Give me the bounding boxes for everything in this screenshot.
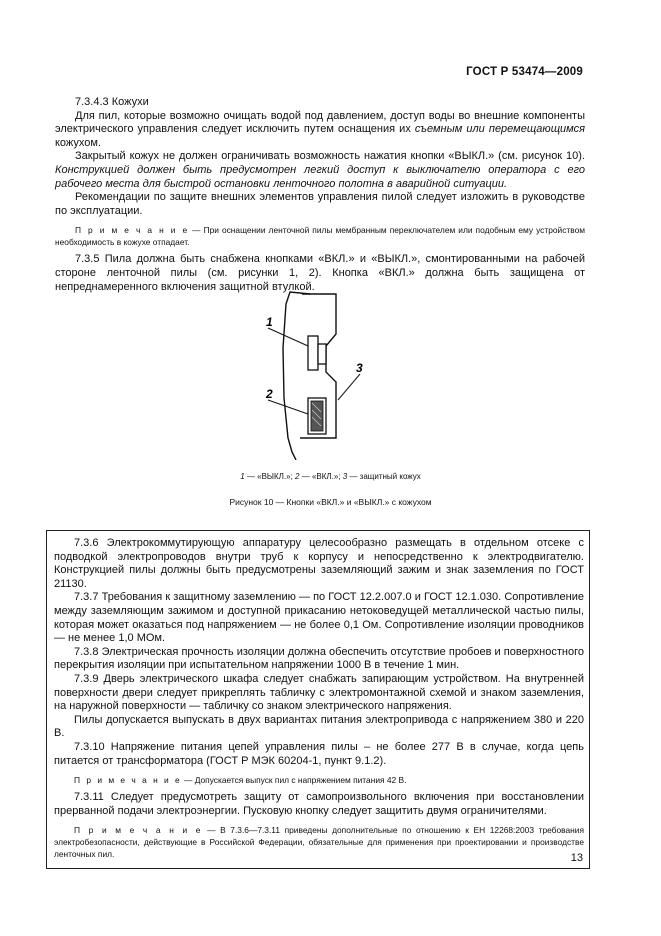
paragraph-7-3-11: 7.3.11 Следует предусмотреть защиту от самопроизвольного включения при восстановлении прерванной подачи электроэнергии. Пусковую кнопку следует защитить двумя ограничителями. [54, 791, 584, 817]
paragraph-7-3-9: 7.3.9 Дверь электрического шкафа следует снабжать запирающим устройством. На внутренней поверхности двери следует прикреплять табличку с электромонтажной схемой и знаком заземления, на наружной поверхности — табличку со знаком электрического напряжения. [54, 672, 584, 713]
paragraph-washing [55, 110, 585, 151]
note-membrane [55, 224, 585, 248]
boxed-national-requirements [46, 530, 590, 869]
paragraph-text: Закрытый кожух не должен ограничивать возможность нажатия кнопки «ВЫКЛ.» (см. рисунок 10). [75, 150, 585, 163]
figure-label-2: 2 [266, 387, 273, 401]
paragraph-text: кожухом. [55, 136, 102, 149]
paragraph-text: Для пил, которые возможно очищать водой под давлением, доступ воды во внешние компоненты электрического управления следует исключить путем оснащения их [55, 109, 585, 136]
paragraph-7-3-10: 7.3.10 Напряжение питания цепей управления пилы – не более 277 В в случае, когда цепь питается от трансформатора (ГОСТ Р МЭК 60204-1, пункт 9.1.2). [54, 740, 584, 767]
heading-7-3-4-3: 7.3.4.3 Кожухи [75, 96, 149, 108]
paragraph-7-3-8: 7.3.8 Электрическая прочность изоляции должна обеспечить отсутствие пробоев и поверхностного перекрытия изоляции при испытательном напряжении 1000 В в течение 1 мин. [54, 645, 584, 672]
note-text: — В 7.3.6—7.3.11 приведены дополнительные по отношению к ЕН 12268:2003 требования электробезопасности, действующие в Российской Федерации, обязательные для применения при проектировании и производстве ленточных пил. [54, 825, 584, 860]
paragraph-7-3-5: 7.3.5 Пила должна быть снабжена кнопками «ВКЛ.» и «ВЫКЛ.», смонтированными на рабочей стороне ленточной пилы (см. рисунки 1, 2). Кнопка «ВКЛ.» должна быть защищена от непреднамеренного включения защитной втулкой. [55, 253, 585, 293]
note-42v [54, 774, 584, 786]
paragraph-7-3-6: 7.3.6 Электрокоммутирующую аппаратуру целесообразно размещать в отдельном отсеке с подводкой электропроводов внутри труб к корпусу и непосредственно к электродвигателю. Конструкцией пилы должны быть предусмотрены заземляющий зажим и знак заземления по ГОСТ 21130. [54, 537, 584, 590]
section-7-3-4-3 [55, 96, 585, 294]
note-label: П р и м е ч а н и е [74, 775, 182, 786]
note-label: П р и м е ч а н и е [74, 825, 203, 836]
figure-10-buttons-drawing [260, 288, 370, 460]
paragraph-recommendations: Рекомендации по защите внешних элементов управления пилой следует изложить в руководстве по эксплуатации. [55, 191, 585, 217]
note-text: — Допускается выпуск пил с напряжением питания 42 В. [181, 775, 407, 786]
page-number: 13 [570, 852, 583, 864]
figure-legend [0, 472, 661, 481]
paragraph-closed-cover [55, 150, 585, 191]
legend-text: — «ВКЛ.»; [299, 472, 343, 481]
paragraph-italic: Конструкцией должен быть предусмотрен легкий доступ к выключателю оператора с его рабочего места для быстрой остановки ленточного полотна в аварийной ситуации. [55, 163, 585, 190]
legend-text: — защитный кожух [347, 472, 421, 481]
figure-caption: Рисунок 10 — Кнопки «ВКЛ.» и «ВЫКЛ.» с кожухом [229, 497, 432, 507]
standard-number: ГОСТ Р 53474—2009 [466, 66, 583, 78]
paragraph-7-3-7: 7.3.7 Требования к защитному заземлению — по ГОСТ 12.2.007.0 и ГОСТ 12.1.030. Сопротивление между заземляющим зажимом и доступной прикасанию нетоковедущей металлической частью пилы, которая может оказаться под напряжением — не более 0,1 Ом. Сопротивление изоляции проводников — не менее 1,0 МОм. [54, 591, 584, 645]
legend-text: — «ВЫКЛ.»; [244, 472, 296, 481]
legend-number: 2 [295, 472, 300, 481]
note-label: П р и м е ч а н и е [75, 225, 190, 236]
paragraph-power-variants: Пилы допускается выпускать в двух вариантах питания электропривода с напряжением 380 и 220 В. [54, 713, 584, 740]
legend-number: 1 [240, 472, 245, 481]
legend-number: 3 [342, 472, 348, 481]
paragraph-italic: съемным или перемещающимся [414, 123, 585, 136]
note-text: — При оснащении ленточной пилы мембранным переключателем или подобным ему устройством необходимость в кожухе отпадает. [55, 225, 585, 248]
figure-label-3: 3 [356, 361, 363, 375]
figure-label-1: 1 [266, 315, 273, 329]
note-en-12268 [54, 824, 584, 860]
